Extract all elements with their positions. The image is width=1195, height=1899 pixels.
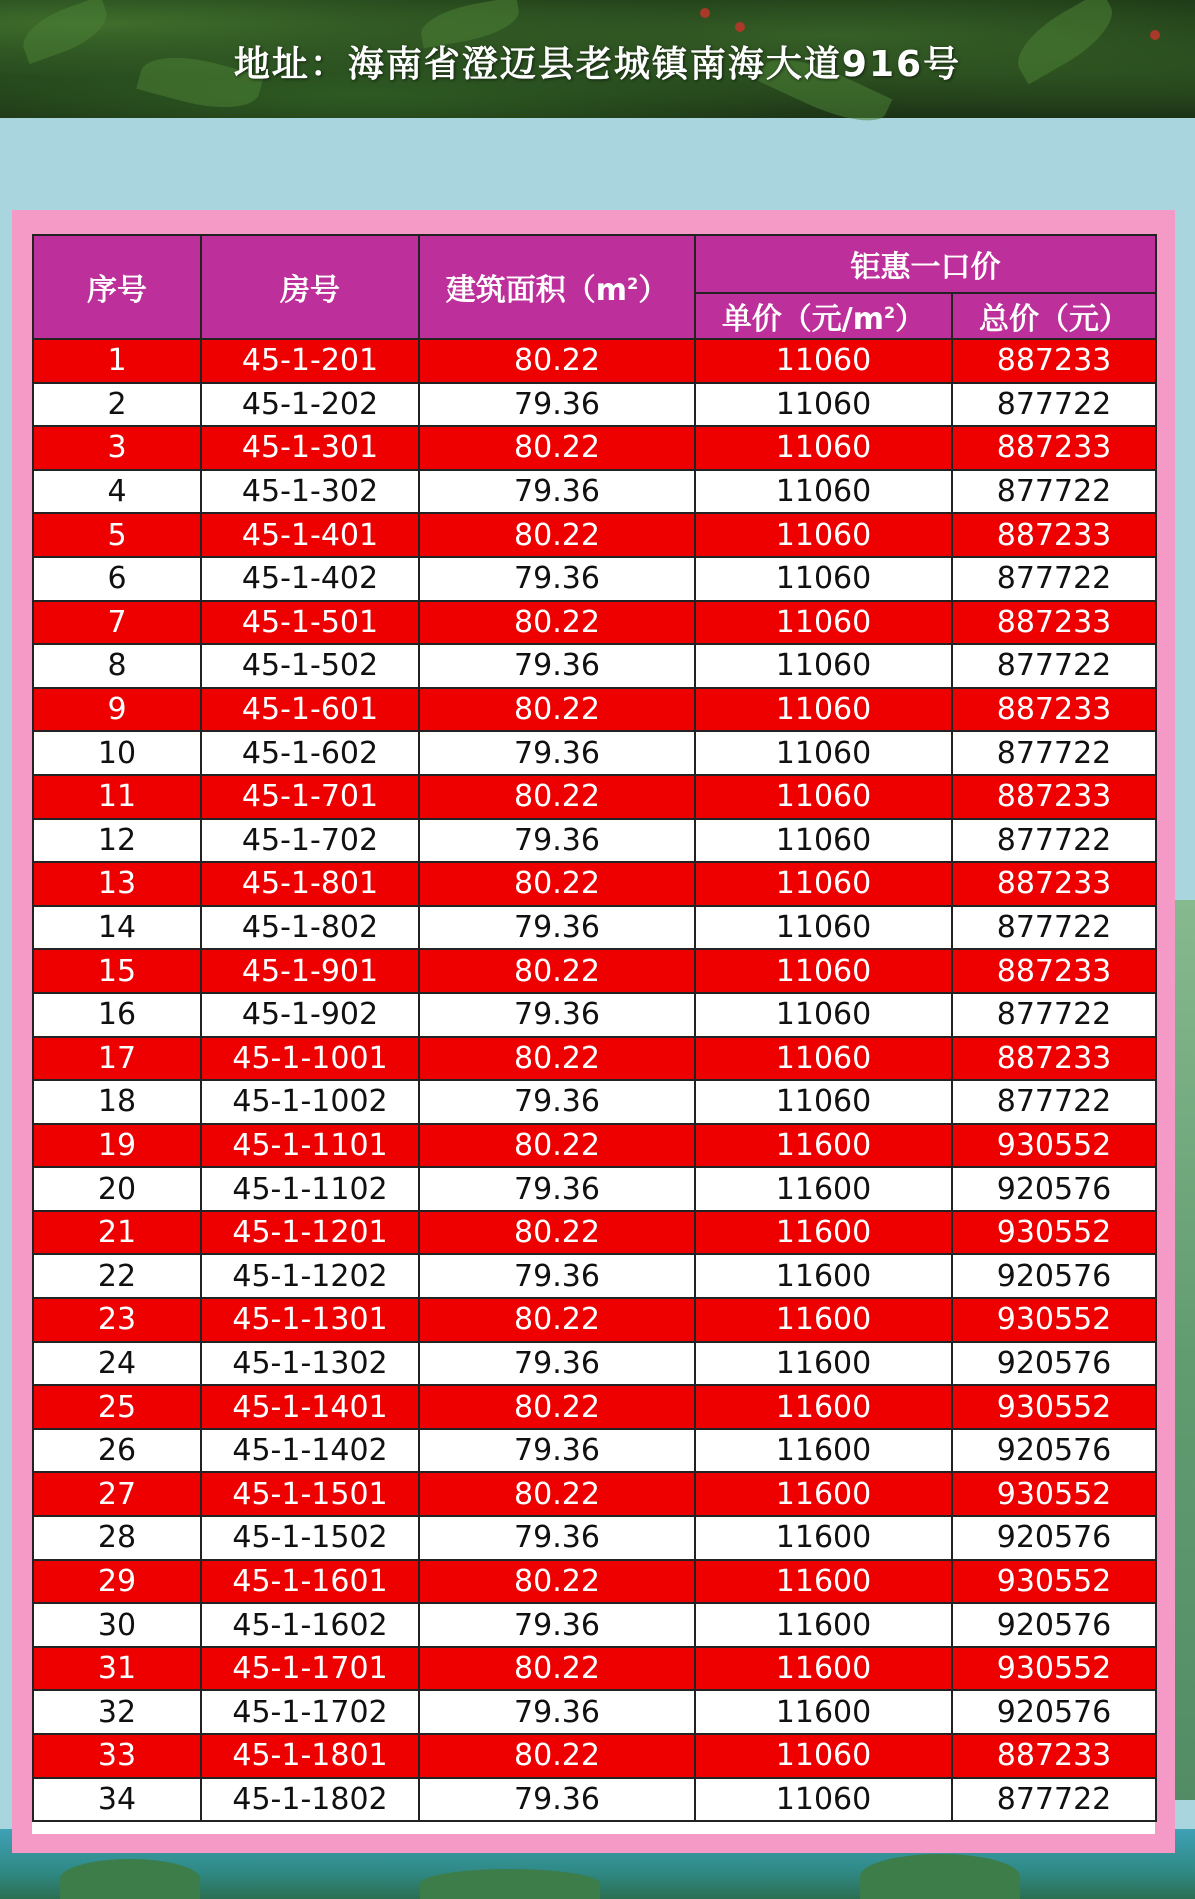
cell-total-price: 877722	[952, 1080, 1156, 1124]
cell-total-price: 877722	[952, 731, 1156, 775]
cell-unit-price: 11060	[695, 731, 952, 775]
cell-area: 80.22	[419, 688, 695, 732]
cell-room: 45-1-1802	[201, 1778, 419, 1822]
cell-area: 79.36	[419, 1342, 695, 1386]
cell-area: 80.22	[419, 1211, 695, 1255]
cell-index: 2	[33, 383, 201, 427]
cell-index: 28	[33, 1516, 201, 1560]
cell-room: 45-1-502	[201, 644, 419, 688]
cell-area: 79.36	[419, 644, 695, 688]
table-row	[33, 906, 1156, 950]
table-row	[33, 383, 1156, 427]
table-row	[33, 1037, 1156, 1081]
cell-room: 45-1-301	[201, 426, 419, 470]
cell-index: 24	[33, 1342, 201, 1386]
cell-index: 3	[33, 426, 201, 470]
cell-unit-price: 11600	[695, 1647, 952, 1691]
cell-index: 29	[33, 1560, 201, 1604]
cell-unit-price: 11060	[695, 1080, 952, 1124]
cell-room: 45-1-402	[201, 557, 419, 601]
cell-total-price: 877722	[952, 906, 1156, 950]
cell-area: 79.36	[419, 470, 695, 514]
header-index: 序号	[33, 235, 201, 339]
table-row	[33, 1560, 1156, 1604]
cell-room: 45-1-201	[201, 339, 419, 383]
cell-unit-price: 11600	[695, 1603, 952, 1647]
cell-total-price: 887233	[952, 862, 1156, 906]
table-row	[33, 1778, 1156, 1822]
cell-index: 1	[33, 339, 201, 383]
cell-room: 45-1-1002	[201, 1080, 419, 1124]
cell-room: 45-1-701	[201, 775, 419, 819]
cell-area: 79.36	[419, 1429, 695, 1473]
cell-room: 45-1-302	[201, 470, 419, 514]
cell-room: 45-1-602	[201, 731, 419, 775]
table-row	[33, 862, 1156, 906]
table-row	[33, 775, 1156, 819]
cell-unit-price: 11060	[695, 426, 952, 470]
table-row	[33, 601, 1156, 645]
cell-area: 80.22	[419, 1298, 695, 1342]
cell-index: 30	[33, 1603, 201, 1647]
cell-area: 79.36	[419, 731, 695, 775]
cell-unit-price: 11600	[695, 1342, 952, 1386]
cell-index: 15	[33, 949, 201, 993]
table-row	[33, 1298, 1156, 1342]
cell-total-price: 920576	[952, 1167, 1156, 1211]
cell-unit-price: 11600	[695, 1124, 952, 1168]
header-unit-price-suffix: ）	[895, 302, 926, 337]
cell-room: 45-1-1302	[201, 1342, 419, 1386]
cell-unit-price: 11060	[695, 513, 952, 557]
cell-index: 33	[33, 1734, 201, 1778]
table-row	[33, 1603, 1156, 1647]
cell-total-price: 930552	[952, 1298, 1156, 1342]
cell-room: 45-1-901	[201, 949, 419, 993]
cell-index: 10	[33, 731, 201, 775]
cell-unit-price: 11060	[695, 339, 952, 383]
header-area-sup: 2	[627, 274, 639, 293]
cell-room: 45-1-1201	[201, 1211, 419, 1255]
cell-index: 26	[33, 1429, 201, 1473]
cell-unit-price: 11060	[695, 1037, 952, 1081]
cell-index: 4	[33, 470, 201, 514]
table-row	[33, 688, 1156, 732]
cell-index: 18	[33, 1080, 201, 1124]
cell-room: 45-1-601	[201, 688, 419, 732]
table-row	[33, 513, 1156, 557]
cell-room: 45-1-1402	[201, 1429, 419, 1473]
cell-room: 45-1-1001	[201, 1037, 419, 1081]
cell-room: 45-1-902	[201, 993, 419, 1037]
cell-total-price: 930552	[952, 1124, 1156, 1168]
cell-index: 11	[33, 775, 201, 819]
cell-unit-price: 11600	[695, 1254, 952, 1298]
header-price-group: 钜惠一口价	[695, 235, 1156, 293]
cell-area: 80.22	[419, 1472, 695, 1516]
table-row	[33, 993, 1156, 1037]
banner-flower-decoration	[700, 8, 710, 18]
cell-total-price: 877722	[952, 383, 1156, 427]
price-table-frame	[12, 210, 1175, 1853]
address-text: 地址：海南省澄迈县老城镇南海大道916号	[233, 44, 962, 85]
cell-total-price: 877722	[952, 557, 1156, 601]
cell-total-price: 930552	[952, 1472, 1156, 1516]
table-row	[33, 426, 1156, 470]
cell-room: 45-1-401	[201, 513, 419, 557]
cell-room: 45-1-1202	[201, 1254, 419, 1298]
cell-unit-price: 11060	[695, 470, 952, 514]
cell-unit-price: 11600	[695, 1385, 952, 1429]
cell-total-price: 930552	[952, 1560, 1156, 1604]
cell-total-price: 887233	[952, 339, 1156, 383]
header-unit-price-sup: 2	[884, 303, 896, 322]
cell-index: 12	[33, 819, 201, 863]
table-row	[33, 470, 1156, 514]
cell-total-price: 920576	[952, 1690, 1156, 1734]
cell-area: 80.22	[419, 513, 695, 557]
cell-total-price: 877722	[952, 1778, 1156, 1822]
cell-room: 45-1-1801	[201, 1734, 419, 1778]
header-unit-price-prefix: 单价（元/m	[721, 302, 885, 337]
banner-flower-decoration	[735, 22, 745, 32]
cell-area: 79.36	[419, 557, 695, 601]
cell-index: 32	[33, 1690, 201, 1734]
cell-total-price: 887233	[952, 949, 1156, 993]
cell-total-price: 930552	[952, 1647, 1156, 1691]
cell-unit-price: 11060	[695, 775, 952, 819]
cell-room: 45-1-1602	[201, 1603, 419, 1647]
cell-area: 79.36	[419, 1603, 695, 1647]
cell-unit-price: 11060	[695, 688, 952, 732]
cell-area: 79.36	[419, 1516, 695, 1560]
cell-index: 23	[33, 1298, 201, 1342]
header-area-suffix: ）	[638, 273, 669, 308]
cell-area: 79.36	[419, 1167, 695, 1211]
cell-index: 25	[33, 1385, 201, 1429]
table-row	[33, 1342, 1156, 1386]
cell-unit-price: 11600	[695, 1472, 952, 1516]
cell-area: 80.22	[419, 1124, 695, 1168]
cell-area: 79.36	[419, 993, 695, 1037]
table-row	[33, 1429, 1156, 1473]
cell-index: 27	[33, 1472, 201, 1516]
cell-total-price: 887233	[952, 775, 1156, 819]
bottom-plant-decoration	[420, 1869, 600, 1899]
cell-unit-price: 11060	[695, 383, 952, 427]
cell-room: 45-1-1502	[201, 1516, 419, 1560]
cell-index: 9	[33, 688, 201, 732]
cell-index: 7	[33, 601, 201, 645]
table-row	[33, 1472, 1156, 1516]
cell-total-price: 887233	[952, 513, 1156, 557]
cell-index: 5	[33, 513, 201, 557]
cell-unit-price: 11060	[695, 1734, 952, 1778]
price-table-body	[33, 339, 1156, 1821]
cell-room: 45-1-1601	[201, 1560, 419, 1604]
cell-area: 80.22	[419, 949, 695, 993]
cell-room: 45-1-801	[201, 862, 419, 906]
cell-area: 80.22	[419, 1037, 695, 1081]
table-row	[33, 1647, 1156, 1691]
cell-unit-price: 11600	[695, 1690, 952, 1734]
table-row	[33, 1516, 1156, 1560]
table-row	[33, 644, 1156, 688]
price-table-header	[33, 235, 1156, 339]
header-room: 房号	[201, 235, 419, 339]
cell-unit-price: 11060	[695, 1778, 952, 1822]
cell-index: 31	[33, 1647, 201, 1691]
header-unit-price	[695, 293, 952, 339]
table-row	[33, 1211, 1156, 1255]
cell-room: 45-1-1401	[201, 1385, 419, 1429]
cell-total-price: 877722	[952, 819, 1156, 863]
price-table-container	[32, 234, 1155, 1834]
table-row	[33, 1124, 1156, 1168]
cell-index: 8	[33, 644, 201, 688]
cell-area: 79.36	[419, 1080, 695, 1124]
cell-unit-price: 11060	[695, 644, 952, 688]
cell-total-price: 877722	[952, 993, 1156, 1037]
top-banner	[0, 0, 1195, 118]
cell-index: 19	[33, 1124, 201, 1168]
cell-unit-price: 11600	[695, 1167, 952, 1211]
cell-area: 80.22	[419, 339, 695, 383]
cell-index: 34	[33, 1778, 201, 1822]
cell-total-price: 887233	[952, 688, 1156, 732]
cell-room: 45-1-702	[201, 819, 419, 863]
cell-total-price: 920576	[952, 1603, 1156, 1647]
cell-room: 45-1-1501	[201, 1472, 419, 1516]
cell-unit-price: 11600	[695, 1298, 952, 1342]
cell-unit-price: 11060	[695, 819, 952, 863]
cell-total-price: 920576	[952, 1254, 1156, 1298]
header-area-prefix: 建筑面积（m	[445, 273, 628, 308]
cell-index: 21	[33, 1211, 201, 1255]
bottom-plant-decoration	[860, 1854, 1020, 1899]
header-area	[419, 235, 695, 339]
cell-total-price: 887233	[952, 601, 1156, 645]
cell-unit-price: 11060	[695, 601, 952, 645]
table-row	[33, 339, 1156, 383]
table-row	[33, 557, 1156, 601]
cell-area: 79.36	[419, 819, 695, 863]
cell-area: 80.22	[419, 862, 695, 906]
cell-index: 20	[33, 1167, 201, 1211]
cell-area: 80.22	[419, 426, 695, 470]
cell-room: 45-1-202	[201, 383, 419, 427]
cell-total-price: 920576	[952, 1516, 1156, 1560]
cell-room: 45-1-1301	[201, 1298, 419, 1342]
table-row	[33, 819, 1156, 863]
cell-index: 14	[33, 906, 201, 950]
cell-room: 45-1-1101	[201, 1124, 419, 1168]
cell-area: 80.22	[419, 775, 695, 819]
cell-total-price: 920576	[952, 1342, 1156, 1386]
table-row	[33, 1690, 1156, 1734]
cell-room: 45-1-1702	[201, 1690, 419, 1734]
cell-total-price: 877722	[952, 470, 1156, 514]
cell-total-price: 930552	[952, 1385, 1156, 1429]
cell-total-price: 887233	[952, 426, 1156, 470]
cell-unit-price: 11060	[695, 949, 952, 993]
table-row	[33, 1254, 1156, 1298]
cell-area: 80.22	[419, 1734, 695, 1778]
cell-room: 45-1-1102	[201, 1167, 419, 1211]
cell-area: 79.36	[419, 1254, 695, 1298]
cell-area: 79.36	[419, 906, 695, 950]
table-row	[33, 731, 1156, 775]
cell-unit-price: 11600	[695, 1560, 952, 1604]
cell-area: 80.22	[419, 601, 695, 645]
header-total-price: 总价（元）	[952, 293, 1156, 339]
cell-unit-price: 11060	[695, 557, 952, 601]
cell-unit-price: 11600	[695, 1516, 952, 1560]
cell-area: 79.36	[419, 1778, 695, 1822]
cell-room: 45-1-802	[201, 906, 419, 950]
cell-unit-price: 11600	[695, 1429, 952, 1473]
cell-index: 22	[33, 1254, 201, 1298]
cell-index: 6	[33, 557, 201, 601]
cell-index: 13	[33, 862, 201, 906]
table-row	[33, 1080, 1156, 1124]
table-row	[33, 1385, 1156, 1429]
cell-area: 80.22	[419, 1385, 695, 1429]
cell-total-price: 877722	[952, 644, 1156, 688]
price-table	[32, 234, 1157, 1822]
cell-unit-price: 11060	[695, 993, 952, 1037]
cell-area: 79.36	[419, 383, 695, 427]
cell-area: 80.22	[419, 1647, 695, 1691]
cell-unit-price: 11060	[695, 906, 952, 950]
cell-area: 79.36	[419, 1690, 695, 1734]
cell-total-price: 930552	[952, 1211, 1156, 1255]
cell-room: 45-1-1701	[201, 1647, 419, 1691]
cell-room: 45-1-501	[201, 601, 419, 645]
cell-total-price: 887233	[952, 1037, 1156, 1081]
cell-unit-price: 11600	[695, 1211, 952, 1255]
table-row	[33, 1167, 1156, 1211]
bottom-plant-decoration	[60, 1859, 200, 1899]
table-row	[33, 1734, 1156, 1778]
table-row	[33, 949, 1156, 993]
cell-unit-price: 11060	[695, 862, 952, 906]
cell-index: 17	[33, 1037, 201, 1081]
cell-area: 80.22	[419, 1560, 695, 1604]
cell-index: 16	[33, 993, 201, 1037]
cell-total-price: 920576	[952, 1429, 1156, 1473]
cell-total-price: 887233	[952, 1734, 1156, 1778]
